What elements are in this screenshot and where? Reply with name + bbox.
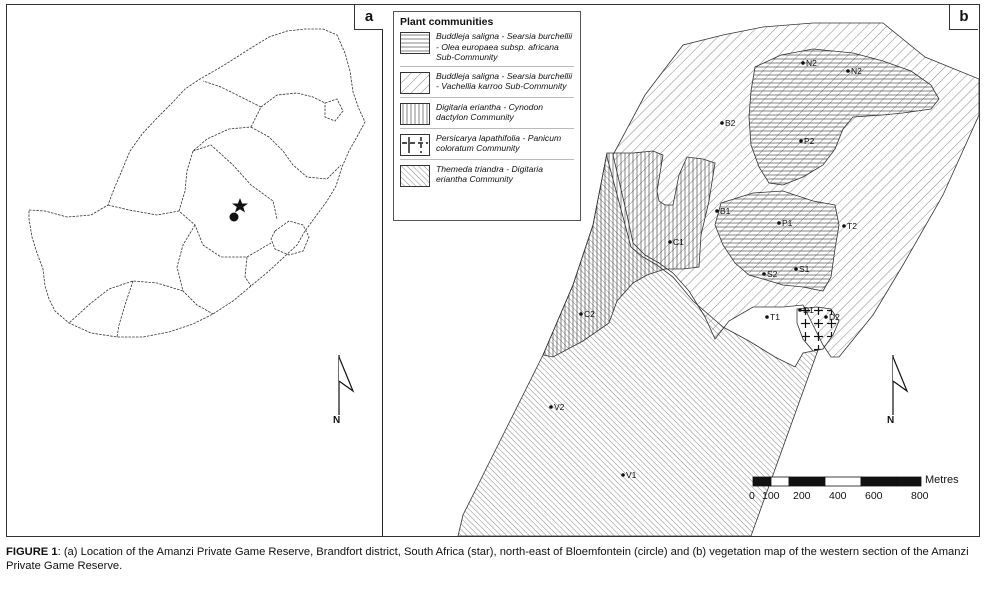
legend-item-diagonal-right xyxy=(400,71,574,98)
svg-text:C2: C2 xyxy=(584,309,595,319)
svg-text:N2: N2 xyxy=(851,66,862,76)
scale-bar xyxy=(753,477,921,486)
scale-unit: Metres xyxy=(925,474,959,486)
svg-text:C1: C1 xyxy=(673,237,684,247)
svg-text:B2: B2 xyxy=(725,118,736,128)
svg-text:D1: D1 xyxy=(803,305,814,315)
legend-label: Buddleja saligna - Searsia burchellii - Vachellia karroo Sub-Community xyxy=(436,70,573,91)
lesotho-outline xyxy=(271,221,309,255)
scale-tick-100: 100 xyxy=(762,490,780,502)
panel-b-letter: b xyxy=(949,5,978,30)
svg-text:P1: P1 xyxy=(782,218,793,228)
legend-item-vertical xyxy=(400,102,574,129)
svg-text:S2: S2 xyxy=(767,269,778,279)
scale-tick-0: 0 xyxy=(749,490,755,502)
south-africa-map xyxy=(7,5,383,536)
scale-ticks xyxy=(747,490,947,504)
svg-text:D2: D2 xyxy=(829,312,840,322)
legend-label: Buddleja saligna - Searsia burchellii - Olea europaea subsp. africana Sub-Community xyxy=(436,31,573,62)
svg-text:B1: B1 xyxy=(720,206,731,216)
north-label-b: N xyxy=(887,415,895,426)
panel-a-locality-map xyxy=(7,5,383,536)
legend-label: Persicarya lapathifolia - Panicum coloratum Community xyxy=(436,132,562,153)
legend-item-cross xyxy=(400,133,574,160)
svg-text:P2: P2 xyxy=(804,136,815,146)
figure xyxy=(6,4,980,537)
vertical-hatch-swatch xyxy=(400,103,430,125)
horizontal-hatch-swatch xyxy=(400,32,430,54)
legend-title: Plant communities xyxy=(400,16,494,28)
panel-b-vegetation-map xyxy=(383,5,979,536)
svg-text:T1: T1 xyxy=(770,312,780,322)
country-outline xyxy=(29,29,365,337)
north-arrow-icon xyxy=(893,355,907,415)
north-label-a: N xyxy=(333,415,341,426)
bloemfontein-circle-marker xyxy=(230,213,239,222)
scale-tick-200: 200 xyxy=(793,490,811,502)
diagonal-left-hatch-swatch xyxy=(400,165,430,187)
legend xyxy=(393,11,581,221)
caption-text: : (a) Location of the Amanzi Private Game Reserve, Brandfort district, South Africa (star), north-east of Bloemfontein (circle) and (b) vegetation map of the western section of the Amanzi Private Game Reserve. xyxy=(6,546,969,572)
swaziland-outline xyxy=(325,99,343,121)
amanzi-star-marker xyxy=(232,198,248,213)
svg-text:T2: T2 xyxy=(847,221,857,231)
svg-text:N2: N2 xyxy=(806,58,817,68)
site-t1 xyxy=(765,312,780,322)
scale-tick-400: 400 xyxy=(829,490,847,502)
legend-label: Digitaria eriantha - Cynodon dactylon Community xyxy=(436,101,544,122)
north-arrow-icon xyxy=(339,355,353,415)
cross-hatch-swatch xyxy=(400,134,430,156)
diagonal-hatch-swatch xyxy=(400,72,430,94)
scale-tick-800: 800 xyxy=(911,490,929,502)
scale-tick-600: 600 xyxy=(865,490,883,502)
svg-text:S1: S1 xyxy=(799,264,810,274)
figure-caption xyxy=(6,545,980,573)
legend-item-horizontal xyxy=(400,31,574,67)
legend-item-diagonal-left xyxy=(400,164,574,190)
legend-label: Themeda triandra - Digitaria eriantha Community xyxy=(436,163,543,184)
panel-a-letter: a xyxy=(354,5,383,30)
caption-label: FIGURE 1 xyxy=(6,546,58,558)
svg-text:V2: V2 xyxy=(554,402,565,412)
svg-text:V1: V1 xyxy=(626,470,637,480)
